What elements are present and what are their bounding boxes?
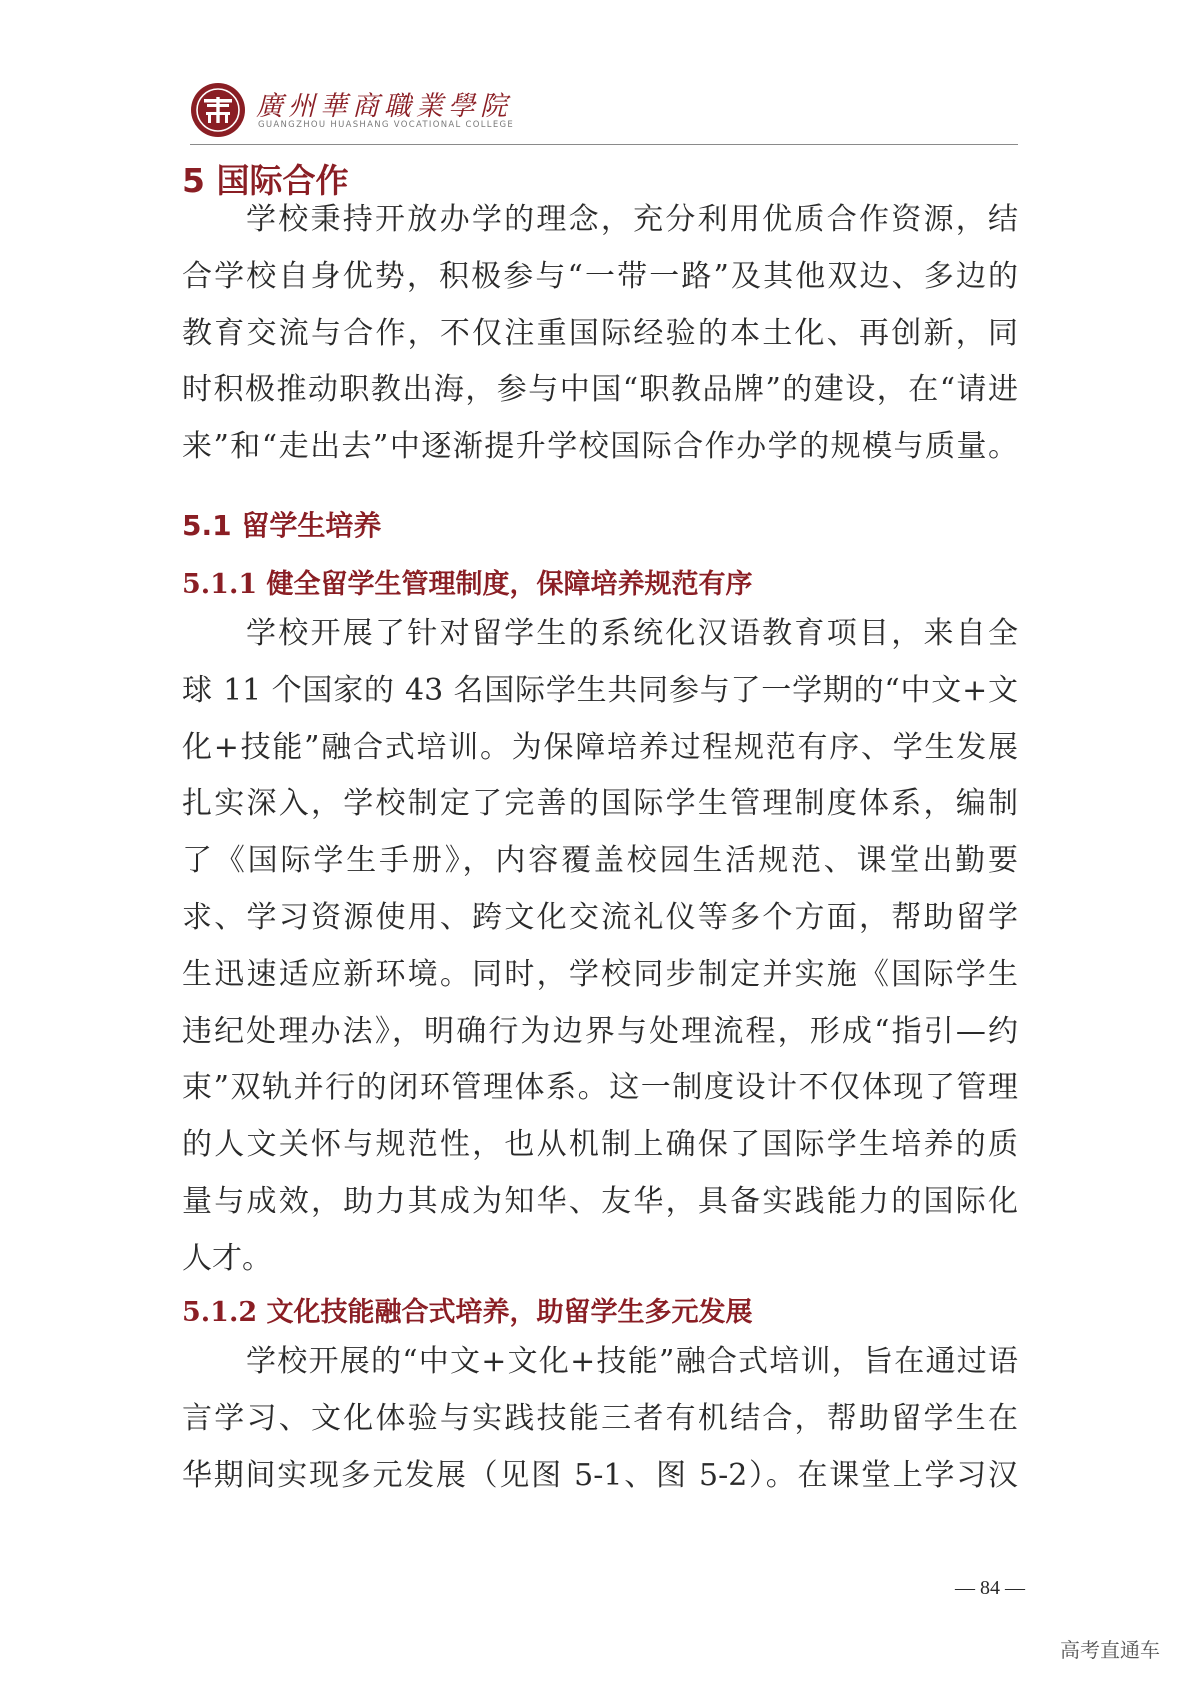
paragraph-line: 束”双轨并行的闭环管理体系。这一制度设计不仅体现了管理	[182, 1070, 1018, 1106]
header-divider	[190, 144, 1018, 145]
paragraph-line: 量与成效，助力其成为知华、友华，具备实践能力的国际化	[182, 1183, 1018, 1219]
college-name-english: GUANGZHOU HUASHANG VOCATIONAL COLLEGE	[258, 120, 515, 130]
paragraph-line: 求、学习资源使用、跨文化交流礼仪等多个方面，帮助留学	[182, 899, 1018, 935]
paragraph-5-1-1	[182, 606, 1018, 1288]
paragraph-line: 球 11 个国家的 43 名国际学生共同参与了一学期的“中文+文	[182, 672, 1018, 708]
paragraph-line: 学校开展的“中文+文化+技能”融合式培训，旨在通过语	[246, 1344, 1018, 1379]
college-logo-icon	[190, 82, 246, 138]
paragraph-line: 了《国际学生手册》，内容覆盖校园生活规范、课堂出勤要	[182, 843, 1018, 879]
page-number: — 84 —	[955, 1577, 1025, 1599]
subsubsection-title-5-1-1: 5.1.1 健全留学生管理制度，保障培养规范有序	[182, 569, 753, 600]
paragraph-line: 华期间实现多元发展（见图 5-1、图 5-2）。在课堂上学习汉	[182, 1457, 1018, 1493]
paragraph-line: 扎实深入，学校制定了完善的国际学生管理制度体系，编制	[182, 786, 1018, 822]
section-title: 5 国际合作	[182, 161, 349, 200]
paragraph-5-1-2	[182, 1334, 1018, 1504]
paragraph-line: 学校开展了针对留学生的系统化汉语教育项目，来自全	[246, 616, 1018, 651]
watermark-text: 高考直通车	[1060, 1638, 1160, 1662]
paragraph-line: 的人文关怀与规范性，也从机制上确保了国际学生培养的质	[182, 1127, 1018, 1163]
paragraph-line: 合学校自身优势，积极参与“一带一路”及其他双边、多边的	[182, 258, 1018, 294]
subsubsection-title-5-1-2: 5.1.2 文化技能融合式培养，助留学生多元发展	[182, 1297, 753, 1328]
paragraph-line: 学校秉持开放办学的理念，充分利用优质合作资源，结	[246, 202, 1018, 237]
paragraph-line: 教育交流与合作，不仅注重国际经验的本土化、再创新，同	[182, 315, 1018, 351]
college-name-chinese: 廣州華商職業學院	[256, 91, 512, 122]
page-header	[190, 78, 1018, 144]
paragraph-line: 时积极推动职教出海，参与中国“职教品牌”的建设，在“请进	[182, 372, 1018, 408]
paragraph-line: 化+技能”融合式培训。为保障培养过程规范有序、学生发展	[182, 729, 1018, 765]
paragraph-line: 言学习、文化体验与实践技能三者有机结合，帮助留学生在	[182, 1400, 1018, 1436]
paragraph-line: 来”和“走出去”中逐渐提升学校国际合作办学的规模与质量。	[182, 429, 1018, 465]
paragraph-line: 违纪处理办法》，明确行为边界与处理流程，形成“指引—约	[182, 1013, 1018, 1049]
paragraph-line: 人才。	[182, 1240, 272, 1276]
subsection-title: 5.1 留学生培养	[182, 509, 382, 542]
paragraph-line: 生迅速适应新环境。同时，学校同步制定并实施《国际学生	[182, 956, 1018, 992]
section-intro-paragraph	[182, 192, 1018, 476]
